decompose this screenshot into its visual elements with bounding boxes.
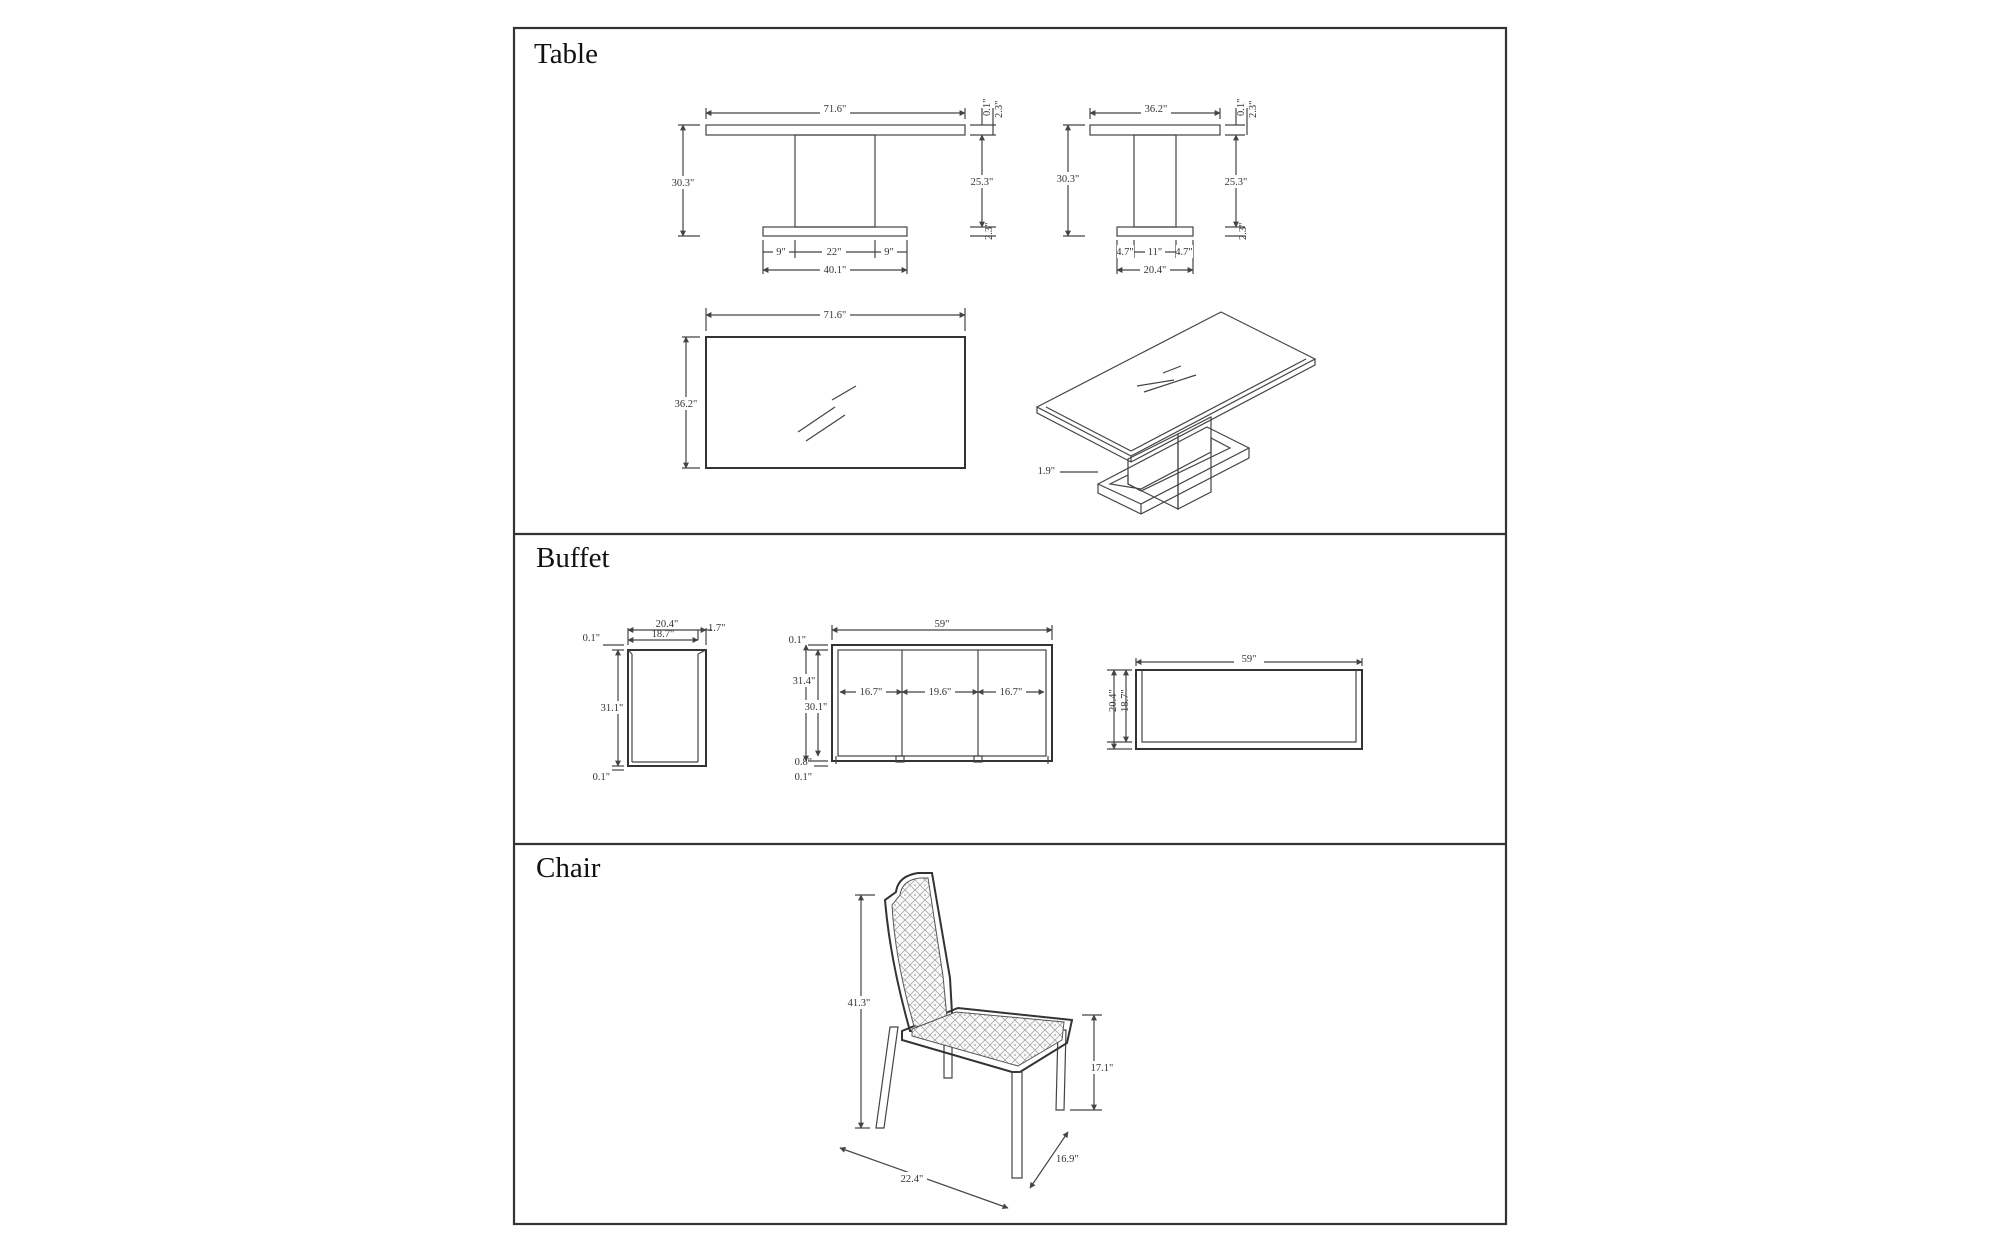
dim-table-iso-base-thickness: 1.9" — [1037, 466, 1055, 477]
dim-table-plan-depth: 36.2" — [674, 399, 698, 410]
chair-isometric-view — [840, 873, 1117, 1208]
dim-buffet-plan-depth-outer: 20.4" — [1108, 689, 1119, 712]
dim-table-plan-width: 71.6" — [823, 310, 847, 321]
dim-table-side-height: 30.3" — [1056, 174, 1080, 185]
section-title-buffet: Buffet — [536, 542, 610, 574]
buffet-plan-view — [1107, 652, 1362, 749]
dim-table-side-offset-left: 4.7" — [1116, 247, 1134, 258]
buffet-section — [536, 542, 1362, 783]
dim-buffet-side-depth-inner: 18.7" — [651, 629, 675, 640]
dim-buffet-front-leg: 0.8" — [794, 757, 812, 768]
dim-buffet-plan-depth-inner: 18.7" — [1120, 689, 1131, 712]
buffet-front-view — [789, 619, 1052, 783]
dim-buffet-side-back: 1.7" — [708, 623, 726, 634]
buffet-side-view — [583, 619, 726, 783]
dim-buffet-plan-width: 59" — [1241, 654, 1257, 665]
dim-table-side-clearance: 25.3" — [1224, 177, 1248, 188]
dim-table-front-base-h: 2.3" — [984, 222, 995, 240]
dim-table-side-offset-right: 4.7" — [1175, 247, 1193, 258]
section-title-table: Table — [534, 38, 598, 70]
dim-buffet-front-top-gap: 0.1" — [788, 635, 806, 646]
table-isometric-view — [1037, 312, 1315, 514]
dim-chair-seat-height: 17.1" — [1090, 1063, 1114, 1074]
dim-chair-height: 41.3" — [847, 998, 871, 1009]
dim-table-front-width: 71.6" — [823, 104, 847, 115]
dim-table-side-base-width: 20.4" — [1143, 265, 1167, 276]
dim-table-side-base-h: 2.3" — [1238, 222, 1249, 240]
dim-table-front-top-h: 2.3" — [994, 100, 1005, 118]
dim-table-side-top-h: 2.3" — [1248, 100, 1259, 118]
section-title-chair: Chair — [536, 852, 601, 884]
dim-table-front-offset-right: 9" — [884, 247, 894, 258]
dim-buffet-side-bottom-gap: 0.1" — [592, 772, 610, 783]
dim-buffet-door-3: 16.7" — [999, 687, 1023, 698]
dim-table-front-base-width: 40.1" — [823, 265, 847, 276]
dim-buffet-door-1: 16.7" — [859, 687, 883, 698]
dim-table-front-offset-left: 9" — [776, 247, 786, 258]
dim-table-front-height: 30.3" — [671, 178, 695, 189]
chair-section — [536, 852, 1117, 1208]
dim-buffet-front-bottom-gap: 0.1" — [794, 772, 812, 783]
table-side-view — [1053, 99, 1259, 276]
dim-buffet-side-top-gap: 0.1" — [582, 633, 600, 644]
dim-buffet-front-height-body: 30.1" — [804, 702, 828, 713]
dim-table-side-top-thk: 0.1" — [1236, 98, 1247, 116]
dim-table-side-mid: 11" — [1147, 247, 1163, 258]
dim-chair-width: 22.4" — [900, 1174, 924, 1185]
dim-buffet-front-width: 59" — [934, 619, 950, 630]
dim-buffet-side-depth-outer: 20.4" — [655, 619, 679, 630]
table-plan-view — [671, 308, 965, 468]
dim-table-front-mid: 22" — [826, 247, 842, 258]
dim-table-side-width: 36.2" — [1144, 104, 1168, 115]
dim-buffet-side-height: 31.1" — [600, 703, 624, 714]
dim-chair-depth: 16.9" — [1056, 1154, 1079, 1165]
dim-table-front-top-thk: 0.1" — [982, 98, 993, 116]
dim-buffet-door-2: 19.6" — [928, 687, 952, 698]
dim-buffet-front-height-total: 31.4" — [792, 676, 816, 687]
table-section — [534, 38, 1315, 514]
table-front-view — [668, 99, 1005, 276]
dim-table-front-clearance: 25.3" — [970, 177, 994, 188]
